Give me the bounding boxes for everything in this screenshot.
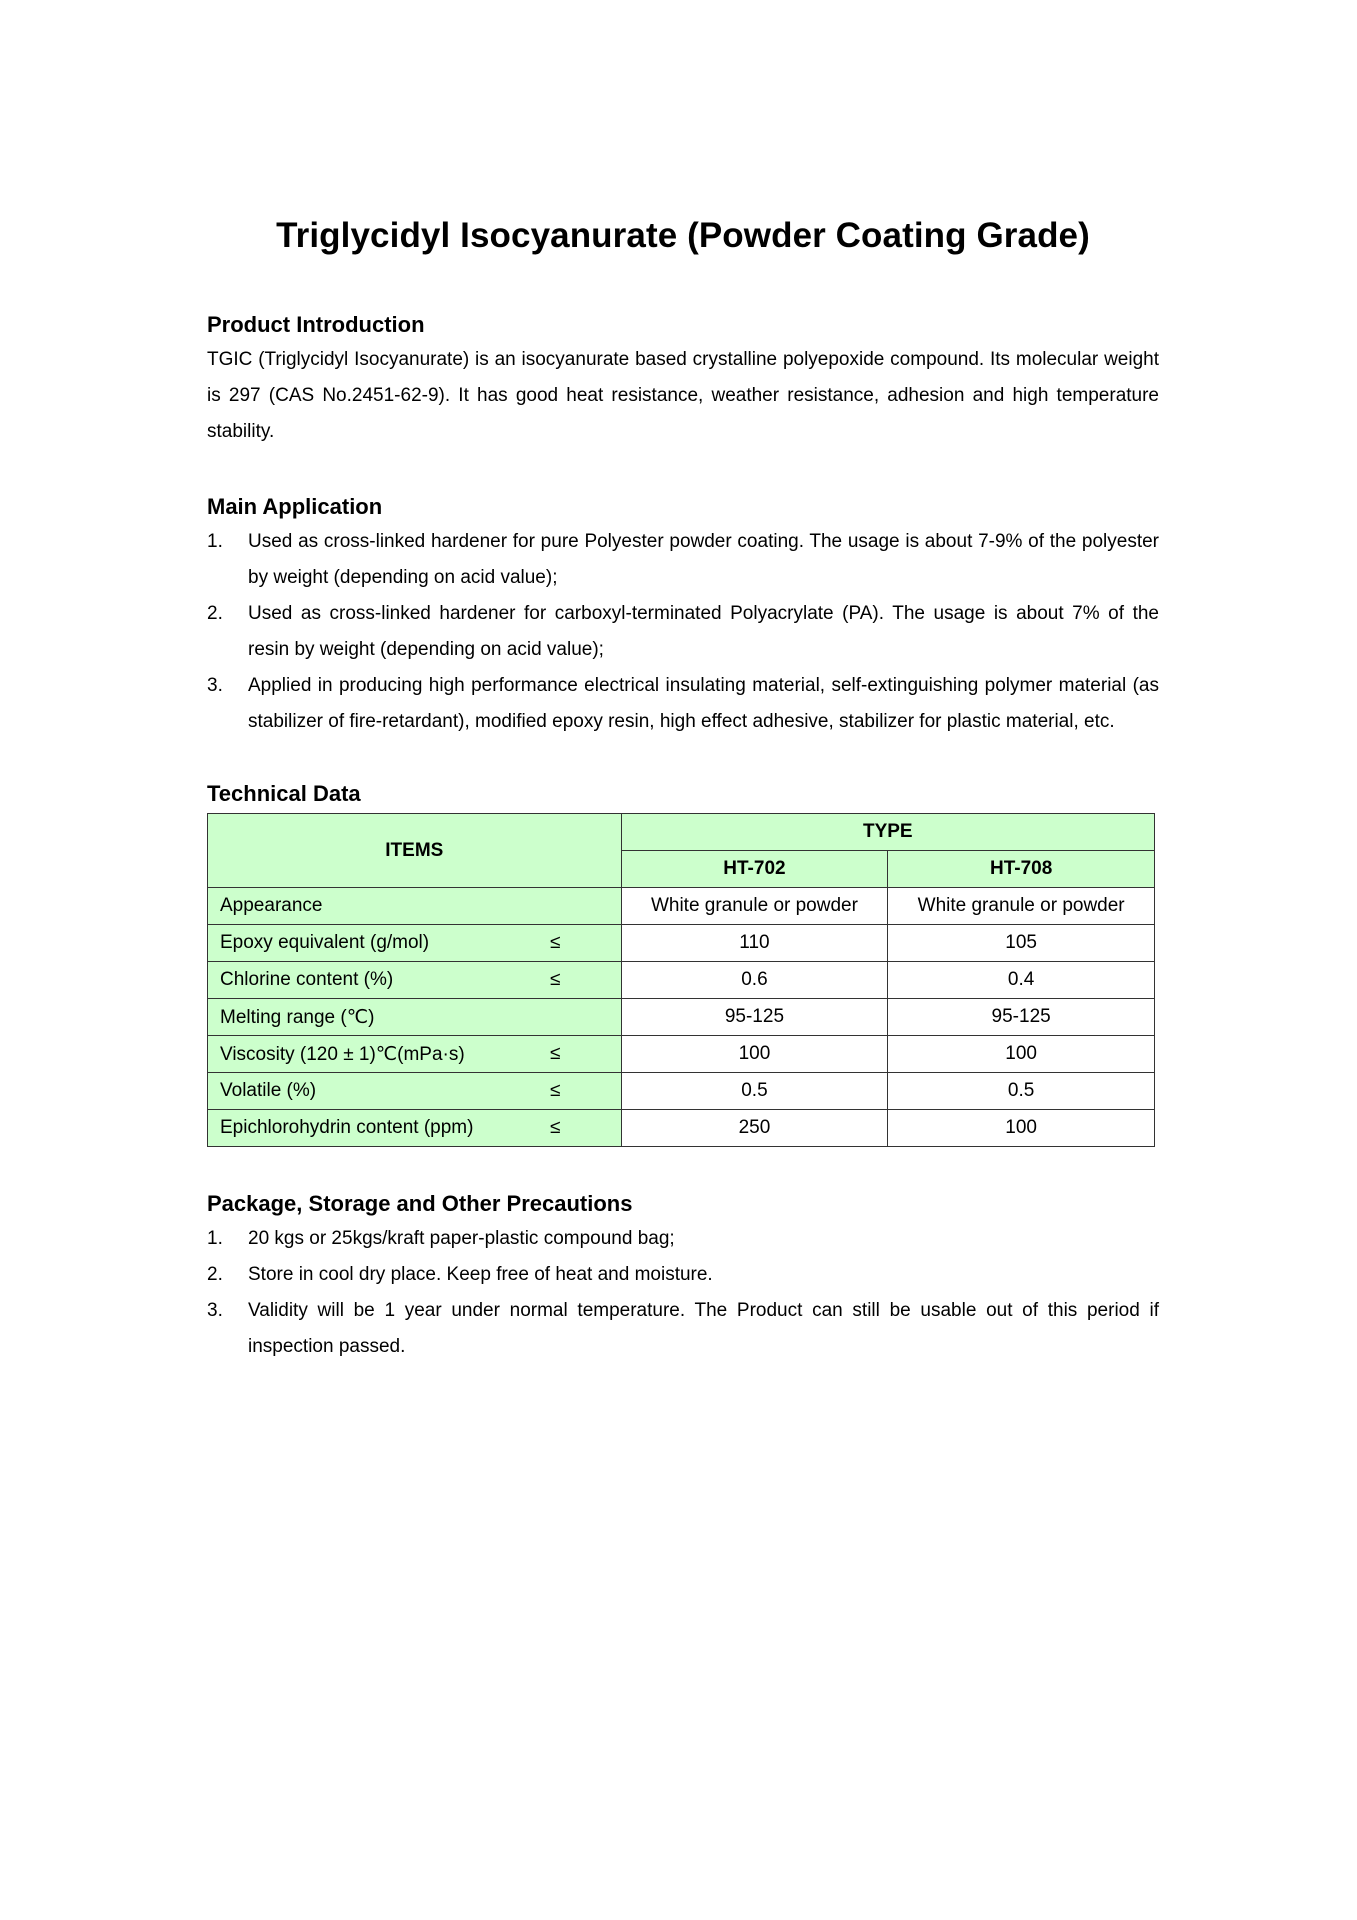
list-item [207, 1257, 1159, 1293]
item-label: Chlorine content (%) [220, 969, 394, 990]
list-text: Validity will be 1 year under normal temperature. The Product can still be usable out of this period if inspection passed. [248, 1300, 1159, 1357]
list-text: Store in cool dry place. Keep free of heat and moisture. [248, 1264, 713, 1285]
row-item [208, 1073, 622, 1110]
list-item [207, 668, 1159, 740]
type-ht702-header: HT-702 [621, 851, 888, 888]
value-ht708: 100 [888, 1036, 1155, 1073]
value-ht702: 0.6 [621, 962, 888, 999]
item-condition: ≤ [550, 1043, 561, 1064]
value-ht702: 100 [621, 1036, 888, 1073]
technical-data-table [207, 813, 1155, 1147]
value-ht708: 95-125 [888, 999, 1155, 1036]
section-heading: Product Introduction [207, 312, 425, 337]
type-header: TYPE [621, 814, 1154, 851]
list-number: 2. [207, 603, 223, 624]
type-ht708-header: HT-708 [888, 851, 1155, 888]
item-condition: ≤ [550, 1117, 561, 1138]
table-row [208, 1110, 1155, 1147]
list-number: 3. [207, 1300, 223, 1321]
document-title: Triglycidyl Isocyanurate (Powder Coating Grade) [276, 216, 1090, 255]
row-item [208, 999, 622, 1036]
section-product-introduction [207, 308, 1159, 450]
section-heading: Main Application [207, 494, 383, 519]
value-ht702: White granule or powder [621, 888, 888, 925]
item-label: Viscosity (120 ± 1)℃(mPa·s) [220, 1043, 465, 1065]
section-main-application [207, 490, 1159, 740]
table-row [208, 1036, 1155, 1073]
row-item [208, 1110, 622, 1147]
list-number: 3. [207, 675, 223, 696]
list-text: 20 kgs or 25kgs/kraft paper-plastic compound bag; [248, 1228, 675, 1249]
list-item [207, 596, 1159, 668]
row-item [208, 925, 622, 962]
list-number: 1. [207, 1228, 223, 1249]
list-number: 2. [207, 1264, 223, 1285]
list-number: 1. [207, 531, 223, 552]
item-label: Epichlorohydrin content (ppm) [220, 1117, 474, 1138]
intro-paragraph: TGIC (Triglycidyl Isocyanurate) is an isocyanurate based crystalline polyepoxide compound. Its molecular weight is 297 (CAS No.2451-62-9). It has good heat resistance, weather resistance, adhesion and high temperature stability. [207, 349, 1159, 442]
table-row [208, 925, 1155, 962]
item-label: Epoxy equivalent (g/mol) [220, 932, 430, 953]
value-ht708: 100 [888, 1110, 1155, 1147]
row-item [208, 888, 622, 925]
value-ht702: 0.5 [621, 1073, 888, 1110]
table-row [208, 999, 1155, 1036]
section-heading: Package, Storage and Other Precautions [207, 1191, 633, 1216]
package-list [207, 1221, 1159, 1365]
list-item [207, 1293, 1159, 1365]
item-label: Melting range (℃) [220, 1006, 375, 1028]
list-text: Used as cross-linked hardener for carboxyl-terminated Polyacrylate (PA). The usage is about 7% of the resin by weight (depending on acid value); [248, 603, 1159, 660]
document-content [207, 210, 1159, 1365]
item-label: Volatile (%) [220, 1080, 317, 1101]
value-ht708: 0.5 [888, 1073, 1155, 1110]
item-condition: ≤ [550, 969, 561, 990]
table-row [208, 1073, 1155, 1110]
list-item [207, 524, 1159, 596]
list-item [207, 1221, 1159, 1257]
list-text: Applied in producing high performance electrical insulating material, self-extinguishing polymer material (as stabilizer of fire-retardant), modified epoxy resin, high effect adhesive, stabilizer for plastic material, etc. [248, 675, 1159, 732]
value-ht702: 110 [621, 925, 888, 962]
value-ht708: 105 [888, 925, 1155, 962]
value-ht702: 250 [621, 1110, 888, 1147]
item-label: Appearance [220, 895, 323, 916]
value-ht708: 0.4 [888, 962, 1155, 999]
section-heading: Technical Data [207, 781, 361, 806]
section-package-storage [207, 1187, 1159, 1365]
value-ht702: 95-125 [621, 999, 888, 1036]
row-item [208, 1036, 622, 1073]
item-condition: ≤ [550, 932, 561, 953]
section-technical-data [207, 777, 1159, 1147]
list-text: Used as cross-linked hardener for pure Polyester powder coating. The usage is about 7-9% of the polyester by weight (depending on acid value); [248, 531, 1159, 588]
table-row [208, 962, 1155, 999]
table-row [208, 888, 1155, 925]
row-item [208, 962, 622, 999]
value-ht708: White granule or powder [888, 888, 1155, 925]
items-header: ITEMS [208, 814, 622, 888]
item-condition: ≤ [550, 1080, 561, 1101]
application-list [207, 524, 1159, 740]
